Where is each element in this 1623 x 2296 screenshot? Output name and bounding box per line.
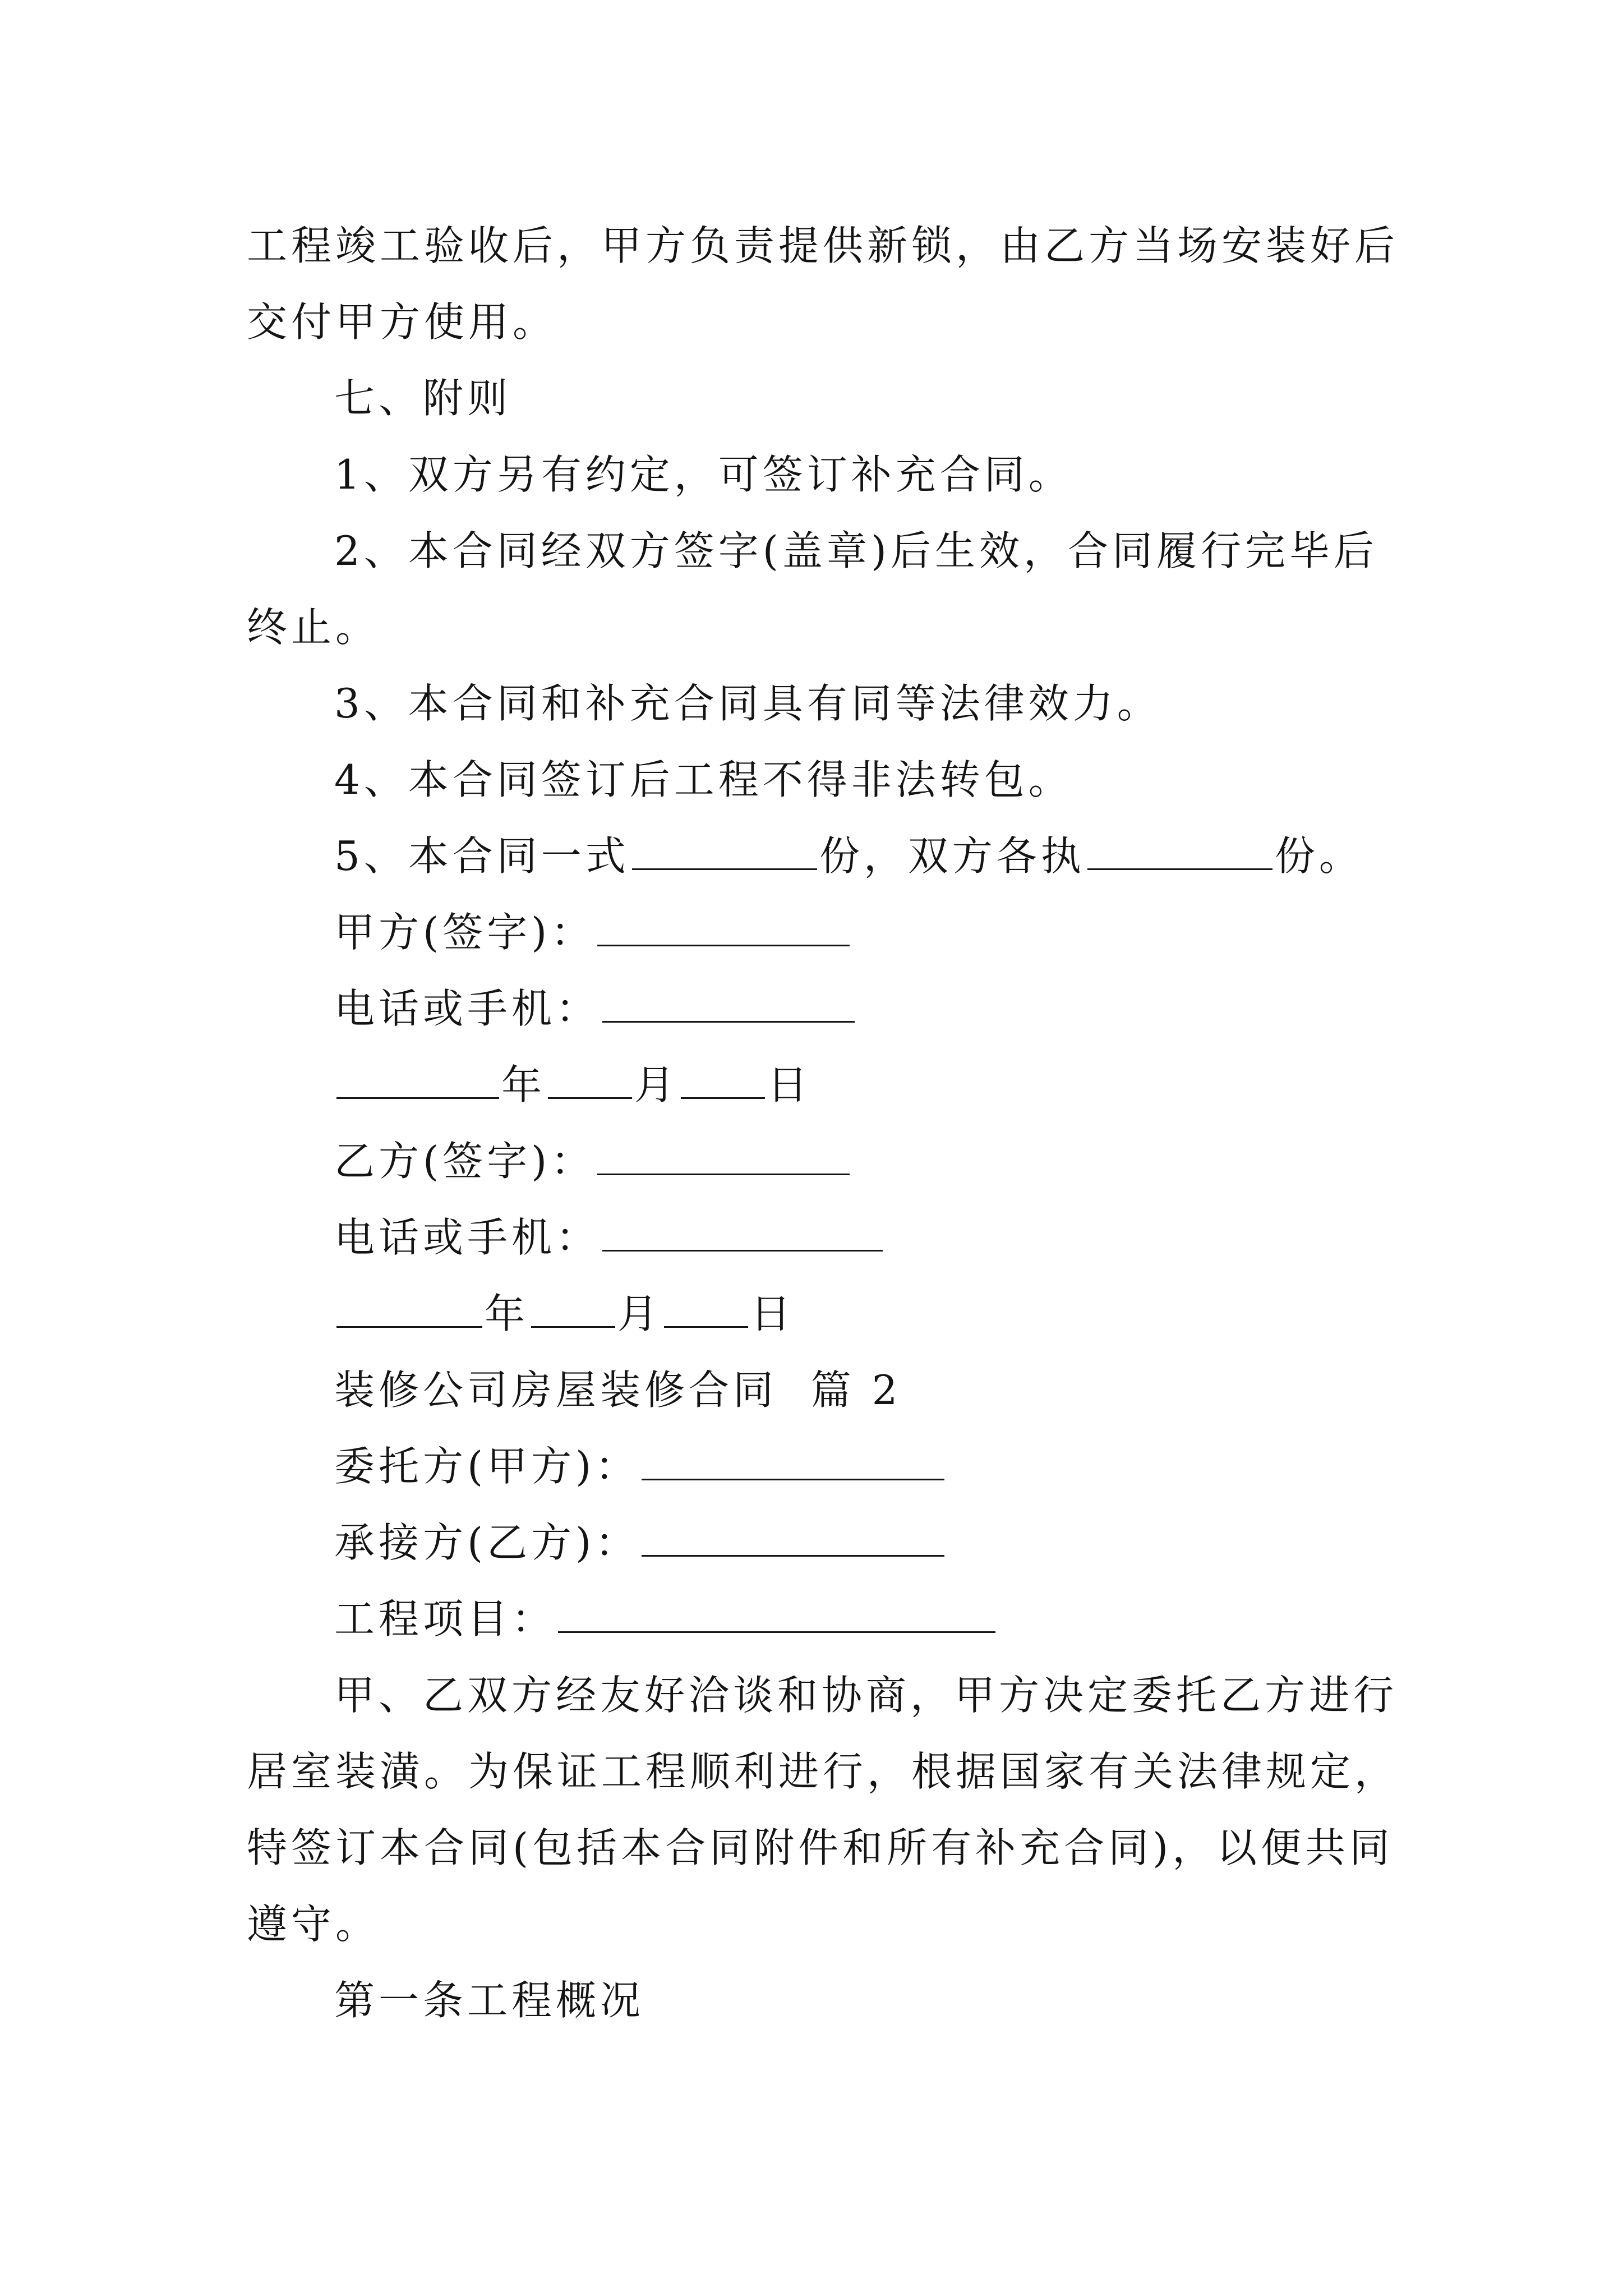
party-b-date-line bbox=[334, 1287, 795, 1341]
party-a-date-line bbox=[334, 1058, 811, 1112]
clause-2-line: 终止。 bbox=[247, 604, 380, 651]
party-b-signature-line bbox=[334, 1134, 852, 1188]
contractor-label: 承接方(乙方)： bbox=[334, 1519, 640, 1566]
contractor-line bbox=[334, 1516, 947, 1570]
month-label: 月 bbox=[634, 1061, 679, 1108]
clause-3: 3、本合同和补充合同具有同等法律效力。 bbox=[334, 680, 1161, 727]
party-b-phone-line bbox=[334, 1211, 885, 1264]
clause-1: 1、双方另有约定，可签订补充合同。 bbox=[334, 451, 1073, 498]
year-label: 年 bbox=[485, 1290, 529, 1337]
month-blank[interactable] bbox=[531, 1292, 615, 1328]
article-heading: 第一条工程概况 bbox=[334, 1977, 645, 2024]
project-line bbox=[334, 1592, 998, 1646]
party-a-signature-line bbox=[334, 905, 852, 959]
clause-4: 4、本合同签订后工程不得非法转包。 bbox=[334, 756, 1073, 803]
client-blank[interactable] bbox=[642, 1445, 944, 1480]
client-label: 委托方(甲方)： bbox=[334, 1443, 640, 1490]
contract-2-title: 装修公司房屋装修合同 篇 2 bbox=[334, 1366, 902, 1414]
contractor-blank[interactable] bbox=[642, 1521, 944, 1557]
day-blank[interactable] bbox=[664, 1292, 748, 1328]
copies-each-blank[interactable] bbox=[1087, 835, 1272, 870]
party-b-phone-label: 电话或手机： bbox=[334, 1214, 601, 1261]
clause-2-line: 2、本合同经双方签字(盖章)后生效，合同履行完毕后 bbox=[334, 527, 1378, 574]
party-b-signature-label: 乙方(签字)： bbox=[334, 1138, 596, 1185]
year-label: 年 bbox=[501, 1061, 546, 1108]
year-blank[interactable] bbox=[336, 1292, 482, 1328]
month-blank[interactable] bbox=[548, 1064, 632, 1099]
party-b-signature-blank[interactable] bbox=[597, 1140, 850, 1175]
client-line bbox=[334, 1439, 947, 1493]
clause-5-prefix: 5、本合同一式 bbox=[334, 832, 630, 880]
party-a-phone-label: 电话或手机： bbox=[334, 985, 601, 1032]
clause-5-middle: 份，双方各执 bbox=[819, 832, 1085, 880]
project-blank[interactable] bbox=[558, 1598, 995, 1633]
paragraph-line: 交付甲方使用。 bbox=[247, 298, 557, 346]
day-label: 日 bbox=[750, 1290, 795, 1337]
party-b-phone-blank[interactable] bbox=[602, 1216, 883, 1251]
year-blank[interactable] bbox=[336, 1064, 499, 1099]
preamble-line: 遵守。 bbox=[247, 1901, 380, 1948]
section-heading: 七、附则 bbox=[334, 375, 512, 422]
clause-5-suffix: 份。 bbox=[1274, 832, 1363, 880]
preamble-line: 居室装潢。为保证工程顺利进行，根据国家有关法律规定， bbox=[247, 1748, 1399, 1795]
preamble-line: 特签订本合同(包括本合同附件和所有补充合同)，以便共同 bbox=[247, 1824, 1394, 1871]
project-label: 工程项目： bbox=[334, 1595, 556, 1642]
party-a-phone-line bbox=[334, 982, 857, 1036]
day-label: 日 bbox=[767, 1061, 812, 1108]
month-label: 月 bbox=[617, 1290, 662, 1337]
day-blank[interactable] bbox=[681, 1064, 765, 1099]
paragraph-line: 工程竣工验收后，甲方负责提供新锁，由乙方当场安装好后 bbox=[247, 222, 1399, 269]
preamble-line: 甲、乙双方经友好洽谈和协商，甲方决定委托乙方进行 bbox=[334, 1672, 1398, 1719]
party-a-phone-blank[interactable] bbox=[602, 987, 855, 1023]
clause-5 bbox=[334, 829, 1363, 883]
party-a-signature-blank[interactable] bbox=[597, 911, 850, 946]
party-a-signature-label: 甲方(签字)： bbox=[334, 909, 596, 956]
copies-total-blank[interactable] bbox=[632, 835, 817, 870]
